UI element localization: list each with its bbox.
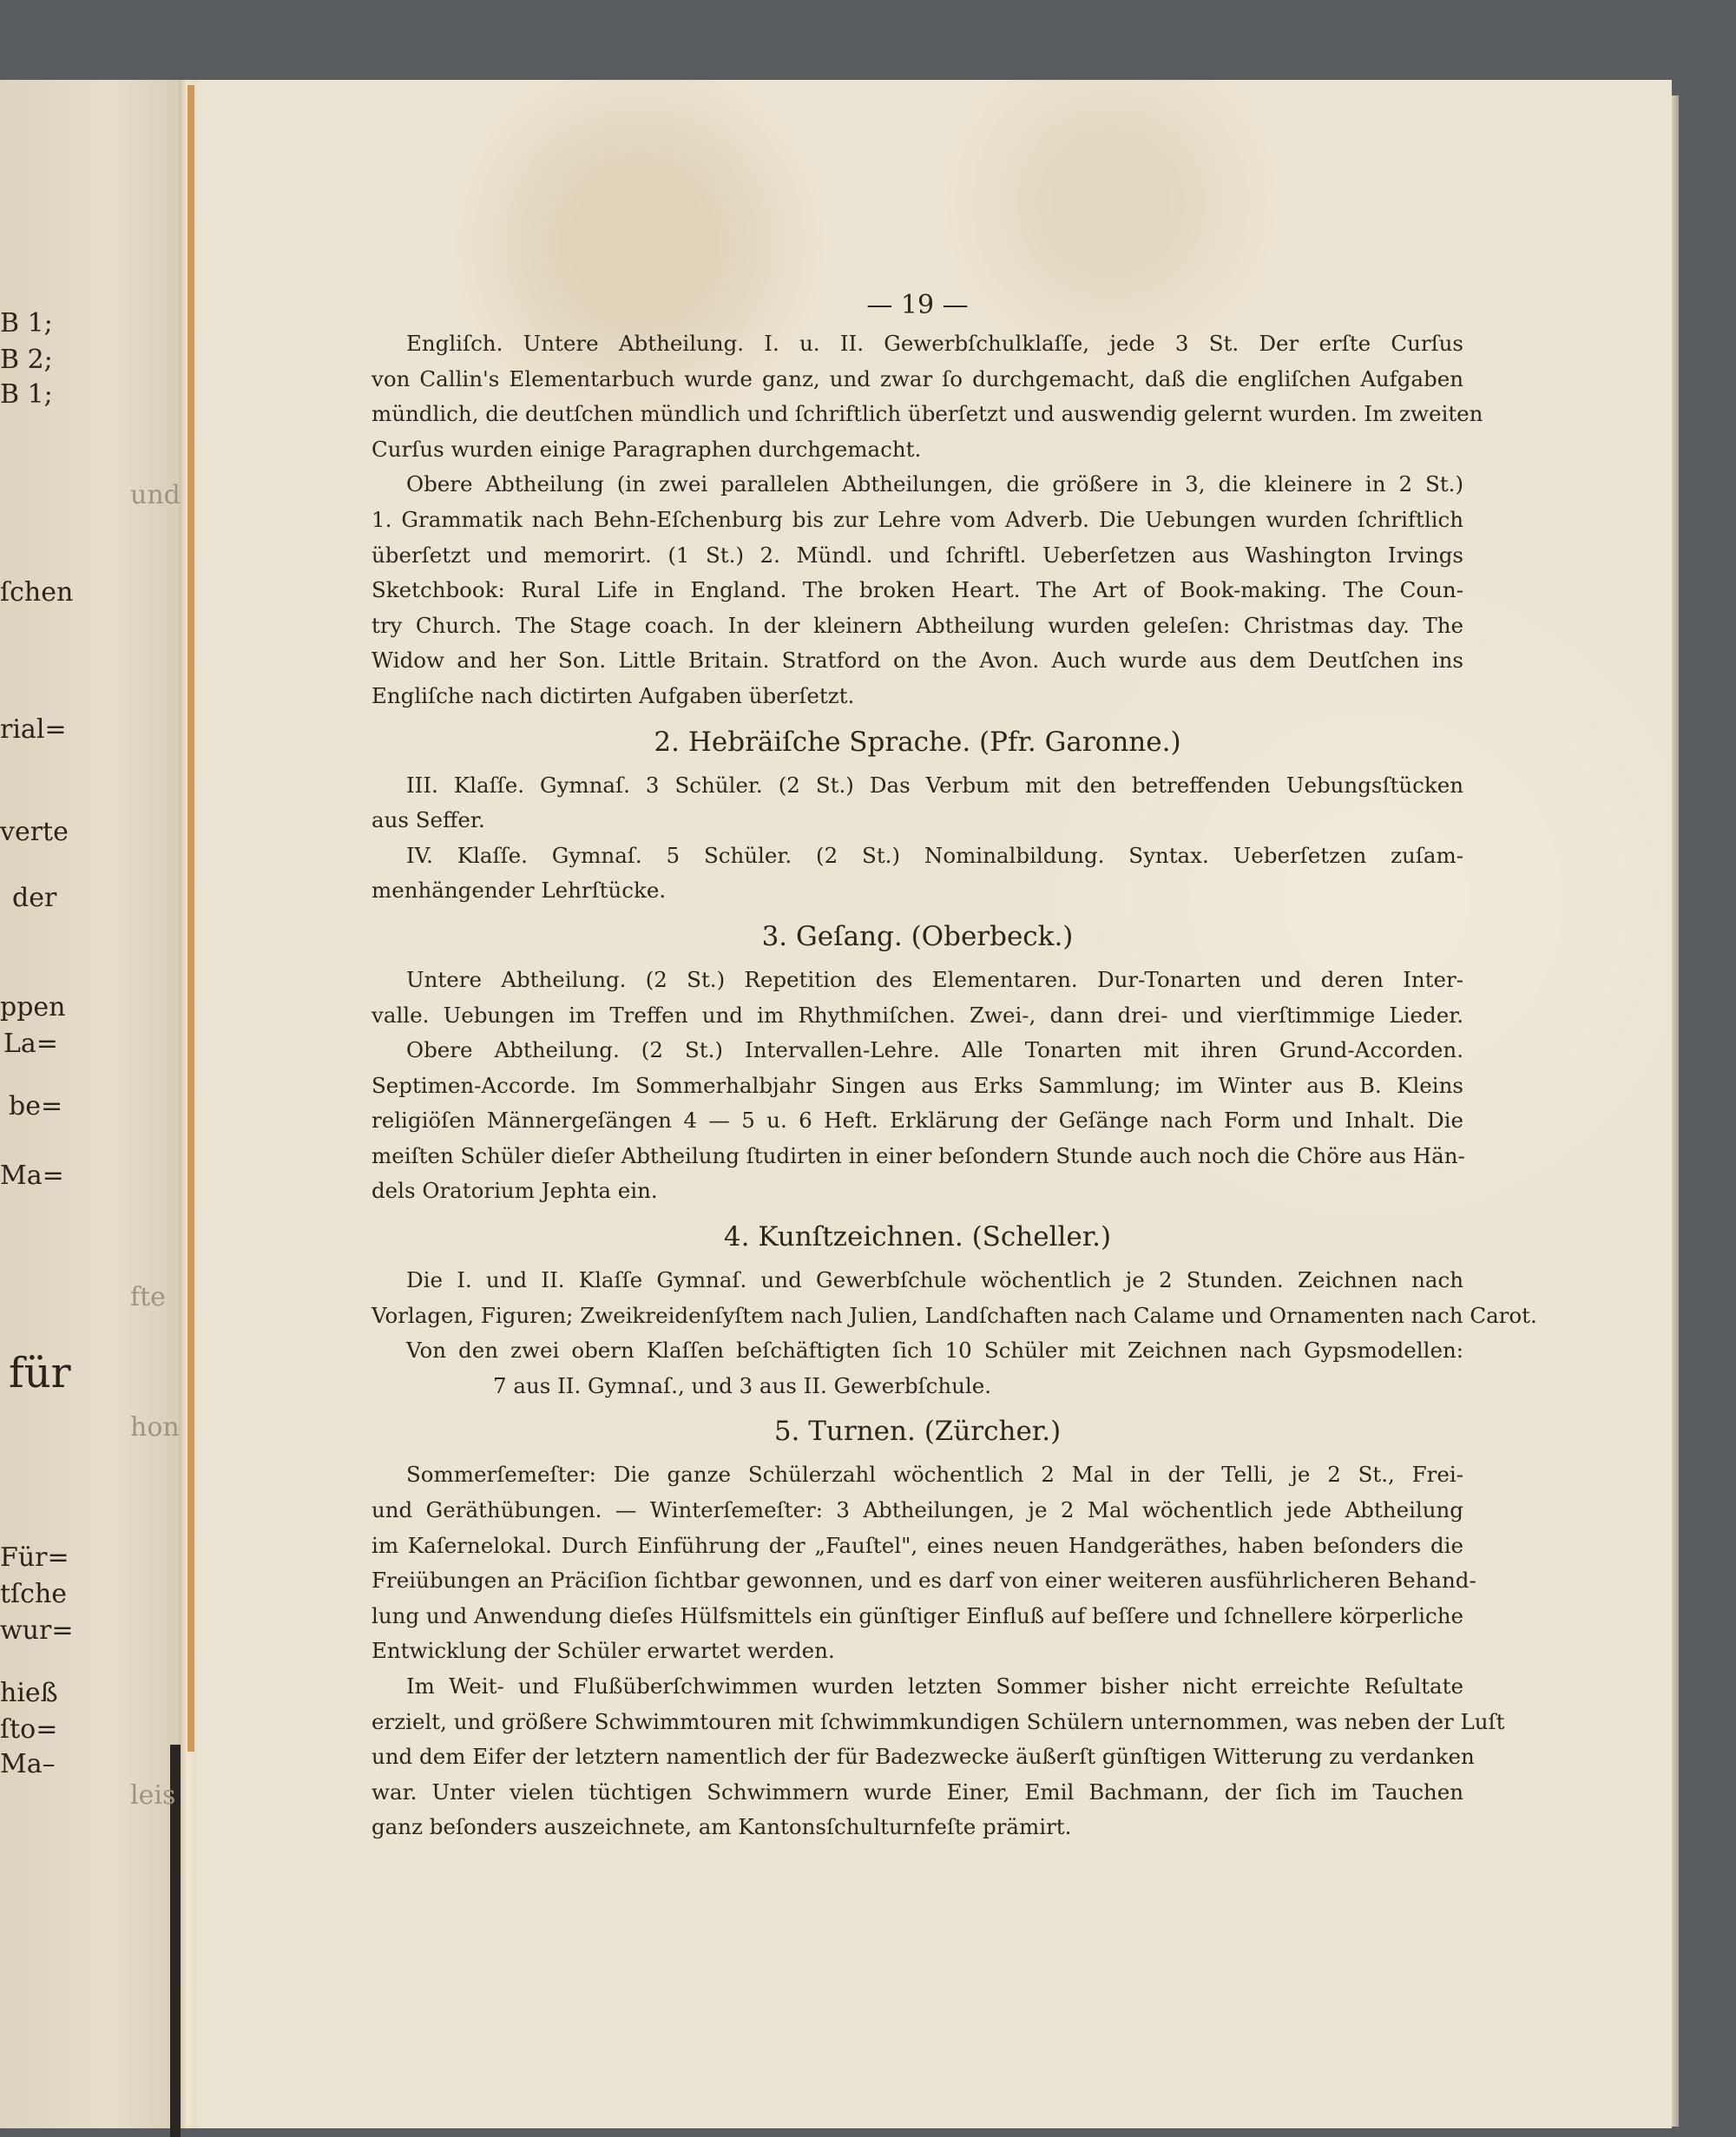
left-margin-line: verte: [0, 817, 69, 847]
text-line: try Church. The Stage coach. In der kleinern Abtheilung wurden geleſen: Christmas day. The: [372, 612, 1463, 638]
left-margin-line: wur=: [0, 1615, 74, 1646]
text-line: Obere Abtheilung. (2 St.) Intervallen-Lehre. Alle Tonarten mit ihren Grund-Accorden.: [406, 1037, 1463, 1063]
left-margin-line: der: [12, 883, 57, 913]
text-line: Die I. und II. Klaſſe Gymnaſ. und Gewerbſchule wöchentlich je 2 Stunden. Zeichnen nach: [406, 1267, 1463, 1293]
section-heading: 2. Hebräiſche Sprache. (Pfr. Garonne.): [654, 726, 1181, 758]
left-margin-faint: fte: [130, 1282, 166, 1312]
text-line: Untere Abtheilung. (2 St.) Repetition des Elementaren. Dur-Tonarten und deren Inter-: [406, 966, 1463, 992]
text-line: Vorlagen, Figuren; Zweikreidenſyſtem nach Julien, Landſchaften nach Calame und Ornamenten nach Carot.: [372, 1302, 1537, 1328]
left-margin-line: B 1;: [0, 308, 53, 339]
text-line: menhängender Lehrſtücke.: [372, 878, 667, 904]
text-line: Engliſche nach dictirten Aufgaben überſetzt.: [372, 682, 855, 708]
left-margin-line: Ma=: [0, 1161, 64, 1191]
left-margin-heading: für: [9, 1349, 71, 1397]
section-drawing: [372, 1214, 1537, 1404]
section-heading: 3. Geſang. (Oberbeck.): [761, 920, 1074, 952]
section-hebrew: [372, 720, 1463, 909]
text-line: aus Seffer.: [372, 807, 485, 833]
text-line: Widow and her Son. Little Britain. Stratford on the Avon. Auch wurde aus dem Deutſchen ins: [372, 648, 1463, 674]
section-heading: 4. Kunſtzeichnen. (Scheller.): [723, 1221, 1112, 1253]
text-line: meiſten Schüler dieſer Abtheilung ſtudirten in einer beſondern Stunde auch noch die Chöre aus Hän-: [372, 1142, 1465, 1168]
left-margin-line: rial=: [0, 714, 67, 745]
text-line: 1. Grammatik nach Behn-Eſchenburg bis zur Lehre vom Adverb. Die Uebungen wurden ſchriftlich: [372, 506, 1463, 532]
left-margin-line: B 1;: [0, 379, 53, 410]
left-margin-line: B 2;: [0, 345, 53, 375]
text-line: ganz beſonders auszeichnete, am Kantonsſchulturnfeſte prämirt.: [372, 1814, 1072, 1840]
left-margin-line: La=: [3, 1029, 58, 1059]
left-margin-line: hieß: [0, 1678, 58, 1708]
left-margin-line: tſche: [0, 1579, 68, 1609]
left-margin-line: Ma–: [0, 1749, 56, 1779]
section-english: [372, 326, 1483, 714]
text-line: valle. Uebungen im Treffen und im Rhythmiſchen. Zwei-, dann drei- und vierſtimmige Lieder.: [372, 1002, 1463, 1028]
text-line: III. Klaſſe. Gymnaſ. 3 Schüler. (2 St.) Das Verbum mit den betreffenden Uebungsſtücken: [406, 772, 1463, 798]
left-margin-line: ſto=: [0, 1714, 58, 1745]
section-heading: 5. Turnen. (Zürcher.): [773, 1416, 1062, 1448]
text-line: Im Weit- und Flußüberſchwimmen wurden letzten Sommer bisher nicht erreichte Reſultate: [406, 1673, 1463, 1699]
text-line: Von den zwei obern Klaſſen beſchäftigten ſich 10 Schüler mit Zeichnen nach Gypsmodellen:: [406, 1338, 1463, 1364]
left-margin-line: be=: [9, 1091, 63, 1121]
left-margin-line: Für=: [0, 1542, 69, 1573]
left-margin-line: ſchen: [0, 577, 74, 608]
text-line: und Geräthübungen. — Winterſemeſter: 3 Abtheilungen, je 2 Mal wöchentlich jede Abtheilung: [372, 1497, 1463, 1523]
text-line: mündlich, die deutſchen mündlich und ſchriftlich überſetzt und auswendig gelernt wurden. Im zweiten: [372, 401, 1483, 427]
text-line: Septimen-Accorde. Im Sommerhalbjahr Singen aus Erks Sammlung; im Winter aus B. Kleins: [372, 1072, 1463, 1098]
section-singing: [372, 914, 1463, 1209]
text-line: überſetzt und memorirt. (1 St.) 2. Mündl. und ſchriftl. Ueberſetzen aus Washington Irvings: [372, 542, 1463, 568]
left-margin-faint: leis: [130, 1780, 176, 1811]
right-page-edge: [1672, 95, 1679, 2127]
text-line: von Callin's Elementarbuch wurde ganz, und zwar ſo durchgemacht, daß die engliſchen Aufgaben: [372, 365, 1463, 391]
text-line: Obere Abtheilung (in zwei parallelen Abtheilungen, die größere in 3, die kleinere in 2 St.): [406, 471, 1463, 497]
section-gymnastics: [372, 1409, 1505, 1845]
text-line: 7 aus II. Gymnaſ., und 3 aus II. Gewerbſchule.: [493, 1372, 992, 1398]
text-line: dels Oratorium Jephta ein.: [372, 1178, 658, 1204]
text-line: Freiübungen an Präciſion ſichtbar gewonnen, und es darf von einer weiteren ausführlicheren Behand-: [372, 1568, 1476, 1594]
text-line: war. Unter vielen tüchtigen Schwimmern wurde Einer, Emil Bachmann, der ſich im Tauchen: [372, 1779, 1463, 1805]
text-line: Sommerſemeſter: Die ganze Schülerzahl wöchentlich 2 Mal in der Telli, je 2 St., Frei-: [406, 1462, 1463, 1488]
page-body: [372, 286, 1537, 1845]
text-line: religiöſen Männergeſängen 4 — 5 u. 6 Heft. Erklärung der Geſänge nach Form und Inhalt. Die: [372, 1108, 1463, 1134]
left-margin-line: ppen: [0, 992, 66, 1022]
text-line: lung und Anwendung dieſes Hülfsmittels ein günſtiger Einfluß auf beſſere und ſchnellere körperliche: [372, 1602, 1463, 1628]
text-line: Engliſch. Untere Abtheilung. I. u. II. Gewerbſchulklaſſe, jede 3 St. Der erſte Curſus: [406, 331, 1463, 356]
text-line: IV. Klaſſe. Gymnaſ. 5 Schüler. (2 St.) Nominalbildung. Syntax. Ueberſetzen zuſam-: [406, 842, 1463, 868]
text-line: und dem Eifer der letztern namentlich der für Badezwecke äußerſt günſtigen Witterung zu verdanken: [372, 1744, 1475, 1770]
text-line: im Kaſernelokal. Durch Einführung der „Fauſtel", eines neuen Handgeräthes, haben beſonders die: [372, 1532, 1463, 1558]
left-margin-faint: hon: [130, 1412, 180, 1443]
text-line: erzielt, und größere Schwimmtouren mit ſchwimmkundigen Schülern unternommen, was neben der Luſt: [372, 1708, 1505, 1734]
text-line: Entwicklung der Schüler erwartet werden.: [372, 1638, 835, 1664]
page-number: — 19 —: [866, 290, 969, 320]
text-line: Curſus wurden einige Paragraphen durchgemacht.: [372, 436, 922, 462]
text-line: Sketchbook: Rural Life in England. The broken Heart. The Art of Book-making. The Coun-: [372, 577, 1463, 603]
left-margin-faint: und: [130, 480, 181, 510]
page-edge-strip: [187, 85, 194, 1752]
